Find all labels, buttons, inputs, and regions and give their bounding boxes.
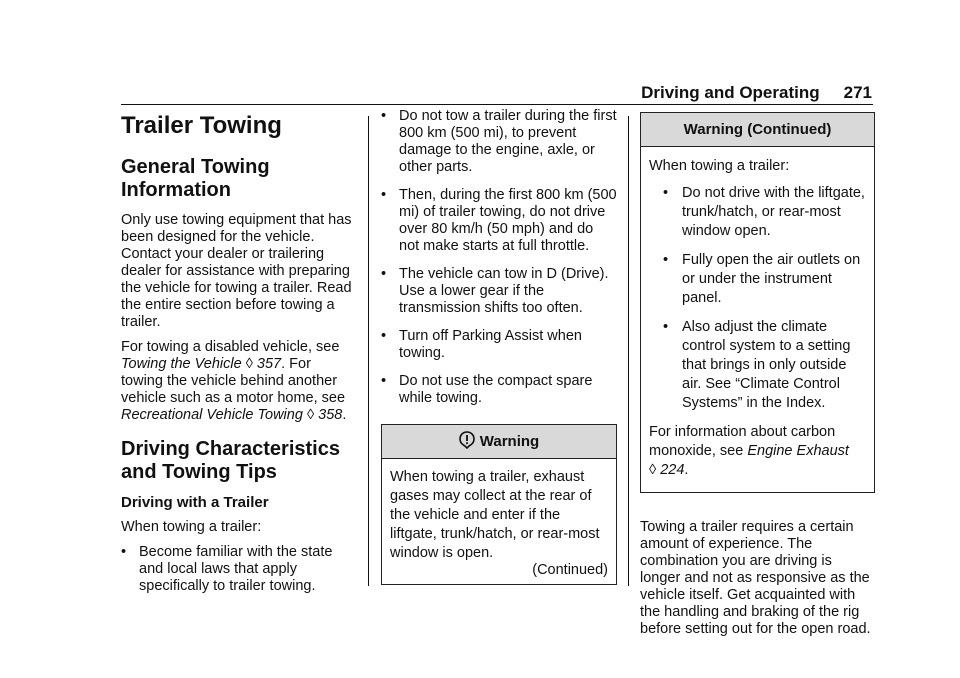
bullet-icon: • xyxy=(381,108,387,124)
page-ref[interactable]: 357 xyxy=(256,356,282,372)
bullet-icon: • xyxy=(663,252,669,268)
list-item-text: Do not drive with the liftgate, trunk/hatch, or rear-most window open. xyxy=(682,185,865,239)
continued-label: (Continued) xyxy=(532,562,608,578)
warning-body xyxy=(382,459,616,584)
column-divider xyxy=(628,116,629,586)
list-item xyxy=(663,251,866,308)
page-ref[interactable]: 224 xyxy=(660,462,685,478)
bullet-icon: • xyxy=(663,319,669,335)
header-rule xyxy=(121,104,873,105)
ref-icon: ◊ xyxy=(306,407,315,423)
warning-header xyxy=(382,425,616,459)
subsection-heading: Driving with a Trailer xyxy=(121,494,269,511)
list-item-text: Become familiar with the state and local laws that apply specifically to trailer towing. xyxy=(139,544,333,594)
warning-box xyxy=(381,424,617,585)
text: For information about carbon monoxide, see xyxy=(649,424,836,459)
paragraph: Only use towing equipment that has been designed for the vehicle. Contact your dealer or trailering dealer for assistance with preparing the vehicle for towing a trailer. Read the entire section before towing a trailer. xyxy=(121,212,352,330)
list-item xyxy=(663,318,866,413)
warning-header: Warning (Continued) xyxy=(641,113,874,147)
paragraph xyxy=(649,423,866,480)
warning-box-continued xyxy=(640,112,875,493)
bullet-icon: • xyxy=(381,187,387,203)
section-heading-driving: Driving Characteristics and Towing Tips xyxy=(121,438,340,483)
bullet-icon: • xyxy=(381,266,387,282)
list-item-text: Do not tow a trailer during the first 800 km (500 mi), to prevent damage to the engine, axle, or other parts. xyxy=(399,108,617,175)
list-item xyxy=(381,328,617,362)
ref-icon: ◊ xyxy=(245,356,253,372)
list-item xyxy=(381,187,617,255)
warning-body xyxy=(641,147,874,492)
list-item xyxy=(381,373,617,407)
bullet-icon: • xyxy=(381,373,387,389)
bullet-icon: • xyxy=(663,185,669,201)
list-item-text: The vehicle can tow in D (Drive). Use a lower gear if the transmission shifts too often. xyxy=(399,266,609,316)
warning-title: Warning xyxy=(479,433,540,450)
paragraph: When towing a trailer: xyxy=(121,519,262,535)
list-item xyxy=(381,108,617,176)
link-recreational-vehicle-towing[interactable]: Recreational Vehicle Towing xyxy=(121,407,303,423)
text: . xyxy=(342,407,347,423)
warning-text: When towing a trailer, exhaust gases may collect at the rear of the vehicle and enter if the liftgate, trunk/hatch, or rear-most window is open. xyxy=(390,469,600,561)
link-towing-the-vehicle[interactable]: Towing the Vehicle xyxy=(121,356,242,372)
bullet-icon: • xyxy=(121,544,127,560)
column-3 xyxy=(640,112,875,646)
section-title: Driving and Operating xyxy=(641,83,820,102)
column-1 xyxy=(121,108,356,606)
list-item-text: Fully open the air outlets on or under the instrument panel. xyxy=(682,252,861,306)
text: . xyxy=(684,462,689,478)
list-item-text: Also adjust the climate control system to a setting that brings in only outside air. See “Climate Control Systems” in the Index. xyxy=(682,319,851,411)
paragraph xyxy=(121,339,356,424)
section-heading-general: General Towing Information xyxy=(121,156,270,201)
column-divider xyxy=(368,116,369,586)
paragraph: Towing a trailer requires a certain amount of experience. The combination you are driving is longer and not as responsive as the vehicle itself. Get acquainted with the handling and braking of the rig before setting out for the open road. xyxy=(640,519,871,637)
page-number: 271 xyxy=(843,83,872,102)
list-item xyxy=(663,184,866,241)
list-item xyxy=(121,544,356,595)
link-engine-exhaust[interactable]: Engine Exhaust xyxy=(747,443,849,459)
page-ref[interactable]: 358 xyxy=(318,407,343,423)
text: For towing a disabled vehicle, see xyxy=(121,339,340,355)
page-header xyxy=(641,83,872,103)
ref-icon: ◊ xyxy=(649,462,657,478)
list-item-text: Turn off Parking Assist when towing. xyxy=(399,328,582,361)
bullet-icon: • xyxy=(381,328,387,344)
warning-intro: When towing a trailer: xyxy=(649,158,790,174)
warning-icon xyxy=(459,428,475,461)
page-title: Trailer Towing xyxy=(121,112,282,139)
list-item-text: Do not use the compact spare while towing. xyxy=(399,373,593,406)
list-item-text: Then, during the first 800 km (500 mi) of trailer towing, do not drive over 80 km/h (50 mph) and do not make starts at full throttle. xyxy=(399,187,617,254)
text: . For towing the vehicle behind another vehicle such as a motor home, see xyxy=(121,356,346,406)
list-item xyxy=(381,266,617,317)
column-2 xyxy=(381,108,617,585)
